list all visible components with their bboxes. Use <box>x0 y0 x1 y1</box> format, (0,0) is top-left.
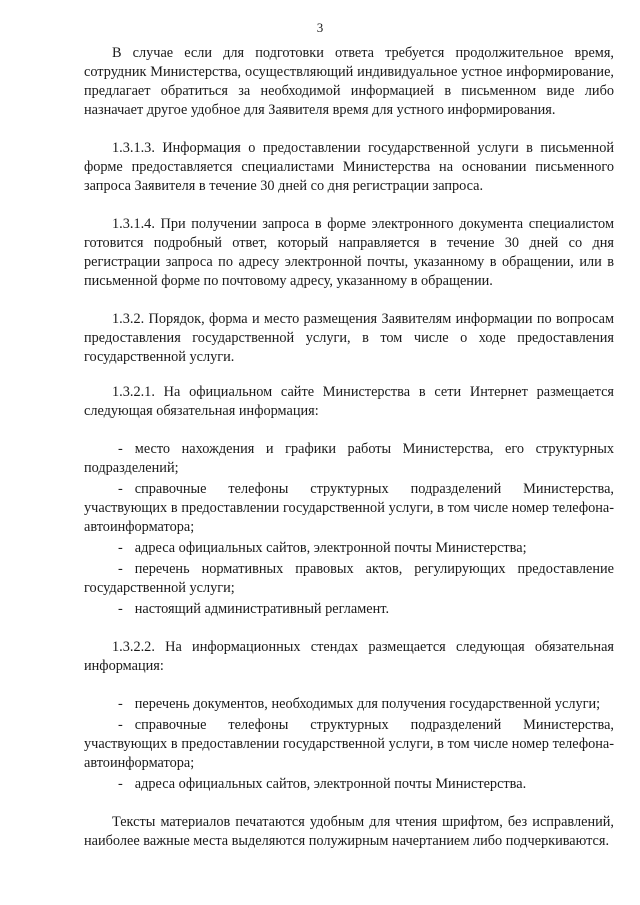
list-item <box>84 775 614 794</box>
paragraph-1-3-2-2: 1.3.2.2. На информационных стендах размещается следующая обязательная информация: <box>84 639 614 674</box>
list-dash: - <box>118 441 123 457</box>
list-item <box>84 480 614 537</box>
paragraph-text-formatting: Тексты материалов печатаются удобным для чтения шрифтом, без исправлений, наиболее важные места выделяются полужирным начертанием либо подчеркиваются. <box>84 814 614 849</box>
list-item <box>84 560 614 598</box>
list-item-text: адреса официальных сайтов, электронной почты Министерства; <box>134 540 527 556</box>
paragraph-1-3-2-1: 1.3.2.1. На официальном сайте Министерства в сети Интернет размещается следующая обязательная информация: <box>84 384 614 419</box>
list-item-text: справочные телефоны структурных подразделений Министерства, участвующих в предоставлении государственной услуги, в том числе номер телефона-автоинформатора; <box>84 481 614 535</box>
list-dash: - <box>118 601 123 617</box>
list-item-text: место нахождения и графики работы Министерства, его структурных подразделений; <box>84 441 614 476</box>
list-dash: - <box>118 540 123 556</box>
list-item-text: перечень нормативных правовых актов, регулирующих предоставление государственной услуги; <box>84 561 614 596</box>
document-body <box>84 44 614 851</box>
list-item-text: настоящий административный регламент. <box>134 601 390 617</box>
page-number: 3 <box>316 20 324 35</box>
list-item <box>84 695 614 714</box>
list-item-text: перечень документов, необходимых для получения государственной услуги; <box>134 696 601 712</box>
paragraph-oral-informing: В случае если для подготовки ответа требуется продолжительное время, сотрудник Министерства, осуществляющий индивидуальное устное информирование, предлагает обратиться за необходимой информацией в письменном виде либо назначает другое удобное для Заявителя время для устного информирования. <box>84 45 614 118</box>
website-info-list <box>84 440 614 619</box>
list-dash: - <box>118 696 123 712</box>
paragraph-1-3-1-4: 1.3.1.4. При получении запроса в форме электронного документа специалистом готовится подробный ответ, который направляется в течение 30 дней со дня регистрации запроса по адресу электронной почты, указанному в обращении, или в письменной форме по почтовому адресу, указанному в обращении. <box>84 216 614 289</box>
list-item <box>84 539 614 558</box>
list-item <box>84 600 614 619</box>
list-item <box>84 440 614 478</box>
list-item-text: адреса официальных сайтов, электронной почты Министерства. <box>134 776 527 792</box>
paragraph-1-3-2: 1.3.2. Порядок, форма и место размещения Заявителям информации по вопросам предоставления государственной услуги, в том числе о ходе предоставления государственной услуги. <box>84 311 614 365</box>
list-item-text: справочные телефоны структурных подразделений Министерства, участвующих в предоставлении государственной услуги, в том числе номер телефона-автоинформатора; <box>84 717 614 771</box>
list-dash: - <box>118 481 123 497</box>
list-dash: - <box>118 776 123 792</box>
list-dash: - <box>118 717 123 733</box>
paragraph-1-3-1-3: 1.3.1.3. Информация о предоставлении государственной услуги в письменной форме предоставляется специалистами Министерства на основании письменного запроса Заявителя в течение 30 дней со дня регистрации запроса. <box>84 140 614 194</box>
stand-info-list <box>84 695 614 794</box>
list-dash: - <box>118 561 123 577</box>
list-item <box>84 716 614 773</box>
